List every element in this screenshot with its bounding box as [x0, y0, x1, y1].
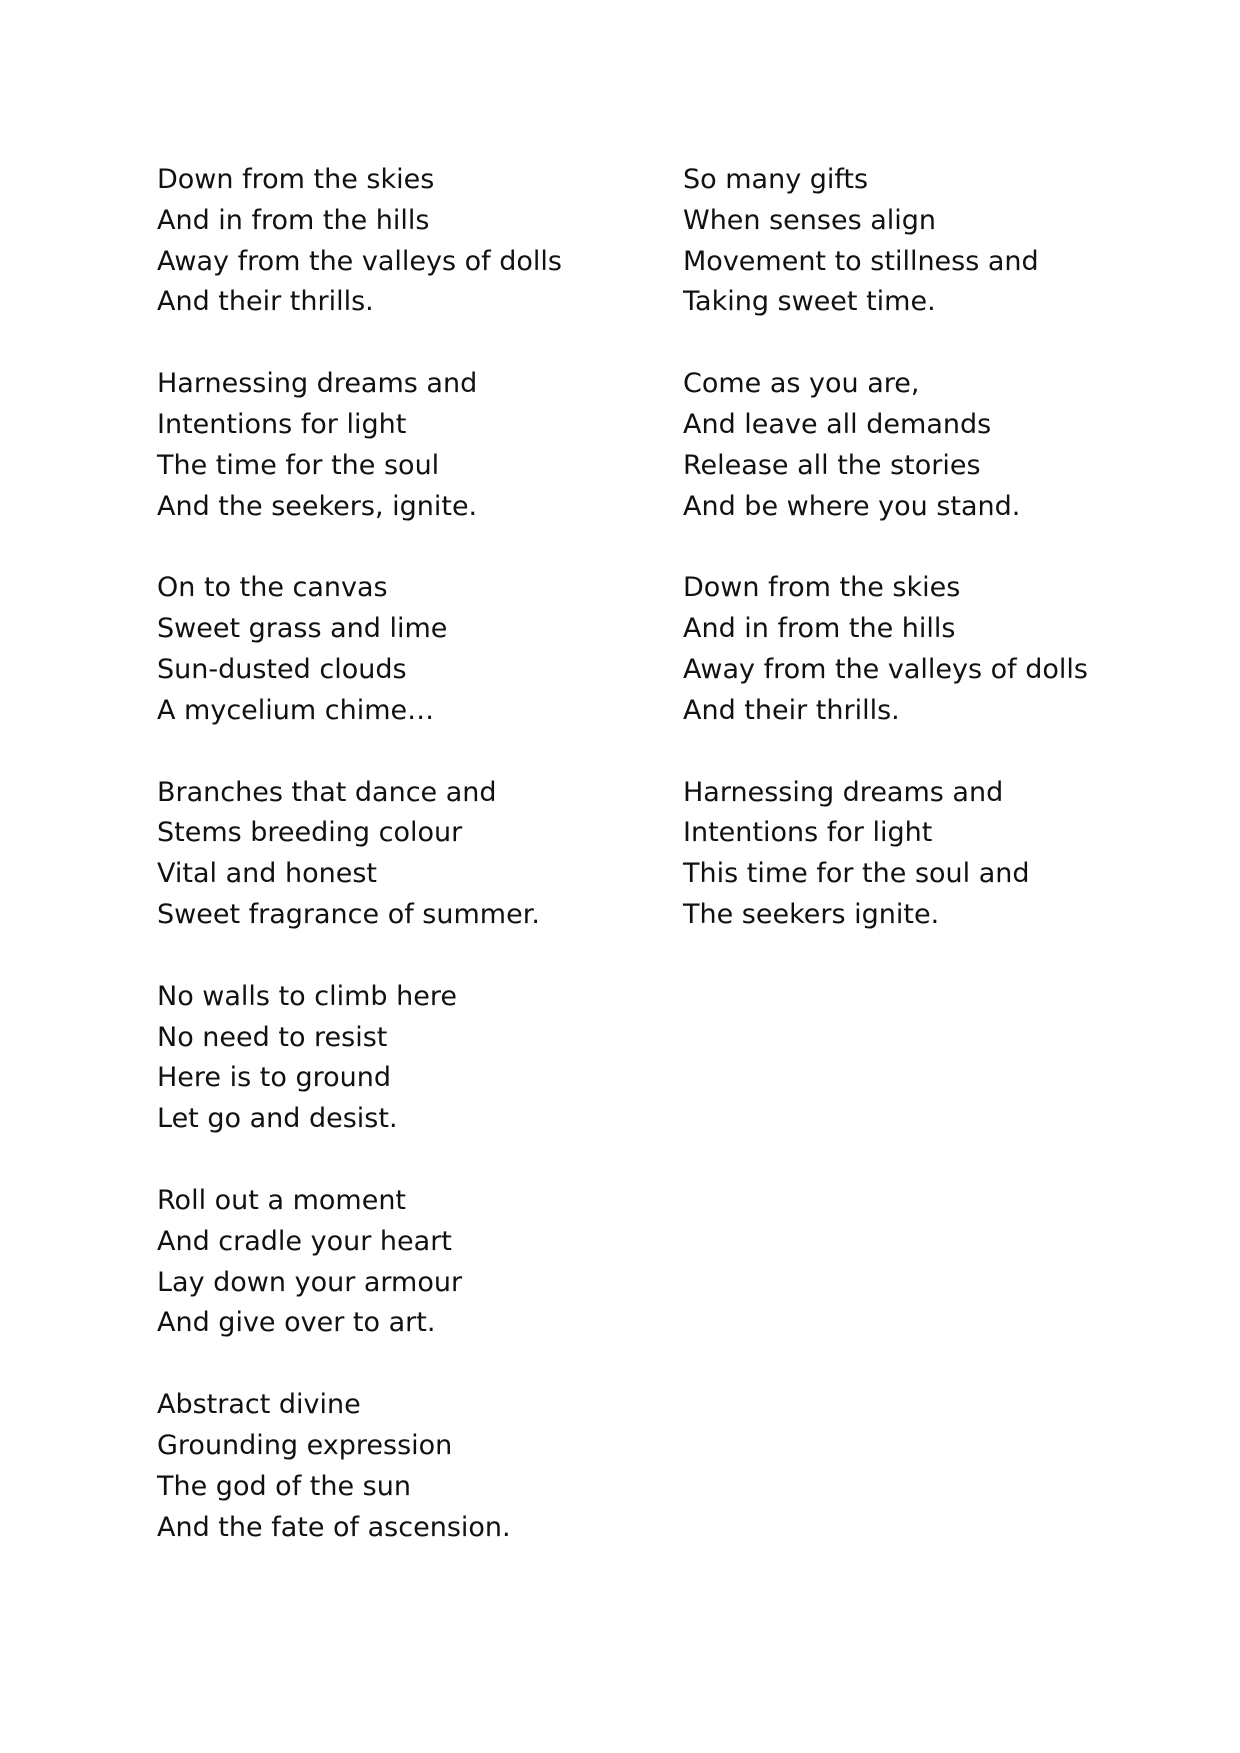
- stanza: [683, 773, 1163, 936]
- poem-line: Lay down your armour: [157, 1266, 463, 1298]
- poem-line: And cradle your heart: [157, 1225, 452, 1257]
- poem-left-column: [157, 160, 637, 1589]
- poem-line: Away from the valleys of dolls: [683, 653, 1088, 685]
- poem-line: Come as you are,: [683, 368, 920, 400]
- stanza: [157, 568, 637, 731]
- poem-line: Grounding expression: [157, 1429, 453, 1461]
- poem-line: The time for the soul: [157, 449, 440, 481]
- poem-line: No walls to climb here: [157, 980, 457, 1012]
- stanza: [157, 364, 637, 527]
- poem-line: And the fate of ascension.: [157, 1511, 511, 1543]
- poem-line: And be where you stand.: [683, 490, 1021, 522]
- poem-line: And their thrills.: [157, 286, 374, 318]
- stanza: [683, 160, 1163, 323]
- poem-line: Let go and desist.: [157, 1103, 398, 1135]
- poem-line: And the seekers, ignite.: [157, 490, 478, 522]
- poem-line: Release all the stories: [683, 449, 981, 481]
- poem-line: Sweet fragrance of summer.: [157, 898, 540, 930]
- stanza: [683, 364, 1163, 527]
- poem-line: Branches that dance and: [157, 776, 497, 808]
- poem-line: Abstract divine: [157, 1389, 361, 1421]
- poem-line: The seekers ignite.: [683, 898, 940, 930]
- poem-line: Harnessing dreams and: [683, 776, 1004, 808]
- poem-line: Taking sweet time.: [683, 286, 936, 318]
- stanza: [157, 977, 637, 1140]
- poem-line: So many gifts: [683, 164, 869, 195]
- poem-line: On to the canvas: [157, 572, 388, 604]
- poem-line: Sun-dusted clouds: [157, 653, 407, 685]
- stanza: [157, 1181, 637, 1344]
- poem-line: Intentions for light: [157, 408, 407, 440]
- poem-line: The god of the sun: [157, 1470, 411, 1502]
- poem-line: Intentions for light: [683, 817, 933, 849]
- poem-line: Harnessing dreams and: [157, 368, 478, 400]
- poem-line: No need to resist: [157, 1021, 388, 1053]
- stanza: [157, 773, 637, 936]
- stanza: [157, 1385, 637, 1548]
- poem-line: Roll out a moment: [157, 1184, 407, 1216]
- poem-line: When senses align: [683, 204, 937, 236]
- poem-line: And their thrills.: [683, 694, 900, 726]
- poem-line: Movement to stillness and: [683, 245, 1039, 277]
- poem-line: And leave all demands: [683, 408, 992, 440]
- stanza: [157, 160, 637, 323]
- poem-line: Here is to ground: [157, 1062, 391, 1094]
- poem-line: A mycelium chime…: [157, 694, 435, 726]
- poem-line: Away from the valleys of dolls: [157, 245, 562, 277]
- poem-line: Vital and honest: [157, 858, 377, 890]
- poem-line: And give over to art.: [157, 1307, 436, 1339]
- poem-line: Down from the skies: [157, 164, 435, 195]
- poem-right-column: [683, 160, 1163, 977]
- poem-line: Sweet grass and lime: [157, 613, 448, 645]
- poem-line: And in from the hills: [683, 613, 956, 645]
- poem-line: Stems breeding colour: [157, 817, 463, 849]
- stanza: [683, 568, 1163, 731]
- poem-line: And in from the hills: [157, 204, 430, 236]
- poem-line: Down from the skies: [683, 572, 961, 604]
- poem-line: This time for the soul and: [683, 858, 1030, 890]
